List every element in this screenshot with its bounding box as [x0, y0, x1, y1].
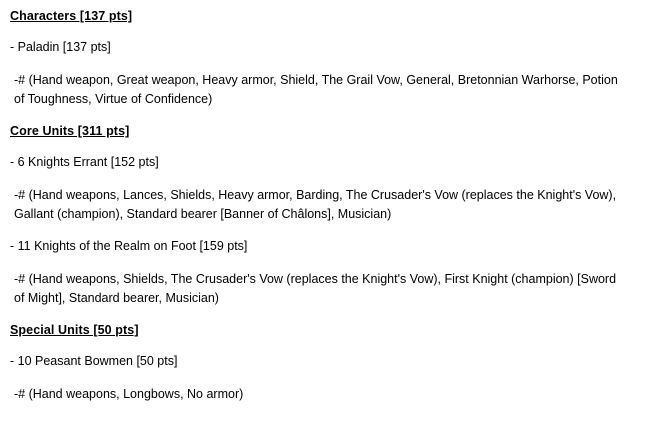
- unit-detail: -# (Hand weapon, Great weapon, Heavy armor, Shield, The Grail Vow, General, Bretonnian Warhorse, Potion of Toughness, Virtue of Confidence): [14, 73, 618, 106]
- section-heading: Special Units [50 pts]: [10, 323, 139, 337]
- unit-entry: - 11 Knights of the Realm on Foot [159 pts]: [10, 239, 248, 253]
- unit-detail: -# (Hand weapons, Longbows, No armor): [14, 387, 244, 401]
- unit-entry: - 6 Knights Errant [152 pts]: [10, 155, 159, 169]
- section-heading: Characters [137 pts]: [10, 9, 133, 23]
- unit-entry: - 10 Peasant Bowmen [50 pts]: [10, 354, 178, 368]
- unit-entry: - Paladin [137 pts]: [10, 40, 111, 54]
- section-characters: [10, 8, 637, 109]
- section-core-units: [10, 123, 637, 308]
- section-special-units: [10, 322, 637, 404]
- unit-detail: -# (Hand weapons, Shields, The Crusader's Vow (replaces the Knight's Vow), First Knight (champion) [Sword of Might], Standard bearer, Musician): [14, 272, 617, 305]
- unit-detail: -# (Hand weapons, Lances, Shields, Heavy armor, Barding, The Crusader's Vow (replaces the Knight's Vow), Gallant (champion), Standard bearer [Banner of Châlons], Musician): [14, 188, 617, 221]
- section-heading: Core Units [311 pts]: [10, 124, 130, 138]
